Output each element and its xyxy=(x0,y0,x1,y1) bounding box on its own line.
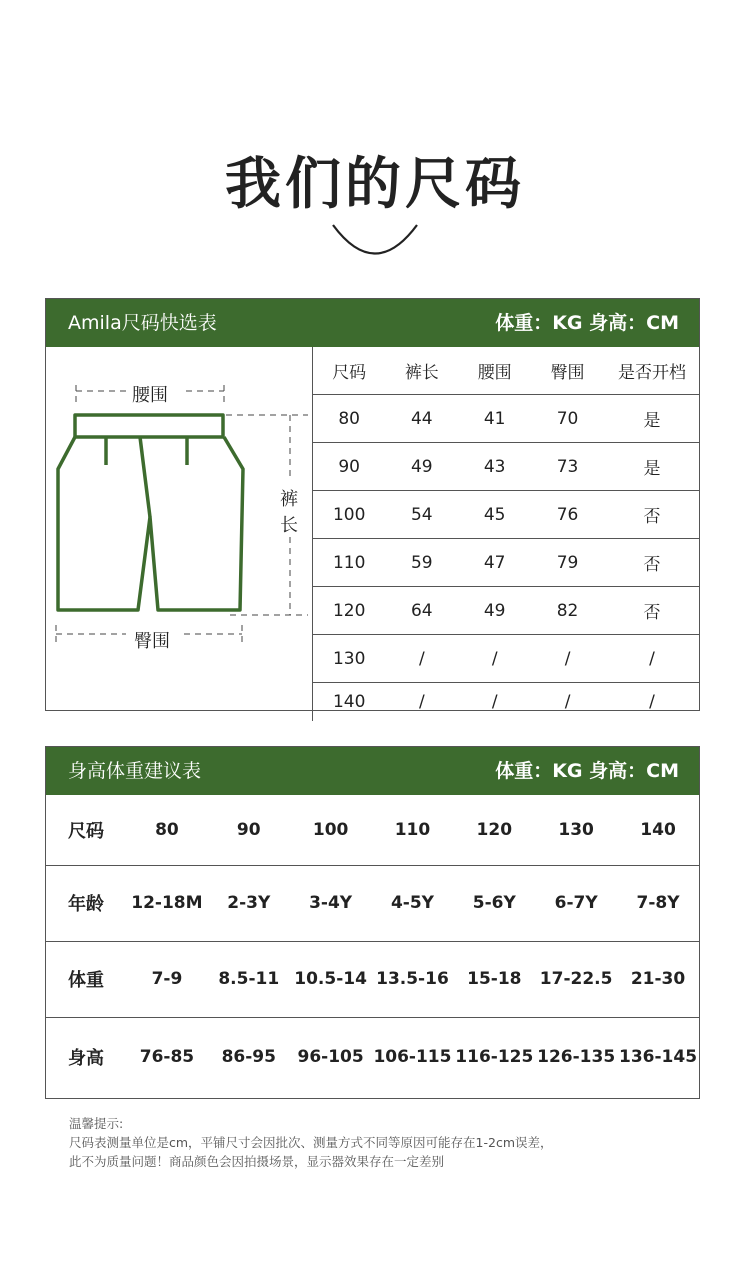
row-header: 年龄 xyxy=(46,865,126,941)
table-cell: 86-95 xyxy=(221,1047,276,1068)
table-row xyxy=(313,587,701,635)
table-row xyxy=(313,635,701,683)
table-cell: 41 xyxy=(458,395,531,443)
table-cell: 8.5-11 xyxy=(208,941,290,1017)
table-row xyxy=(46,865,699,941)
table-cell: 12-18M xyxy=(126,865,208,941)
notes xyxy=(69,1114,553,1171)
table-cell: 是 xyxy=(604,395,700,443)
suggestion-units: 体重：KG 身高：CM xyxy=(495,760,679,782)
table-cell: 否 xyxy=(604,539,700,587)
suggestion-table xyxy=(46,795,699,1097)
table-row xyxy=(313,683,701,722)
table-cell: 否 xyxy=(604,491,700,539)
table-cell: 82 xyxy=(531,587,604,635)
table-cell: 130 xyxy=(535,795,617,865)
table-cell: / xyxy=(604,635,700,683)
table-cell: 100 xyxy=(313,491,386,539)
table-cell: 73 xyxy=(531,443,604,491)
table-cell: 136-145 xyxy=(619,1047,698,1068)
column-header: 尺码 xyxy=(313,347,386,395)
table-cell: 5-6Y xyxy=(453,865,535,941)
table-cell: / xyxy=(649,692,655,712)
table-cell: 15-18 xyxy=(453,941,535,1017)
table-cell: 6-7Y xyxy=(535,865,617,941)
table-cell: 70 xyxy=(531,395,604,443)
table-cell: 126-135 xyxy=(537,1047,616,1068)
table-row xyxy=(46,795,699,865)
table-cell: 43 xyxy=(458,443,531,491)
table-cell: 100 xyxy=(290,795,372,865)
table-cell: 49 xyxy=(385,443,458,491)
table-cell: 106-115 xyxy=(373,1047,452,1068)
suggestion-header xyxy=(46,747,699,795)
row-header: 尺码 xyxy=(46,795,126,865)
quick-size-panel xyxy=(45,298,700,711)
suggestion-title: 身高体重建议表 xyxy=(68,760,202,782)
table-cell: 54 xyxy=(385,491,458,539)
table-cell: 44 xyxy=(385,395,458,443)
notes-line: 尺码表测量单位是cm，平铺尺寸会因批次、测量方式不同等原因可能存在1-2cm误差， xyxy=(69,1135,553,1150)
table-cell: / xyxy=(531,635,604,683)
column-header: 臀围 xyxy=(531,347,604,395)
row-header: 身高 xyxy=(68,1048,104,1070)
quick-size-table xyxy=(312,347,700,721)
table-cell: 80 xyxy=(313,395,386,443)
table-row xyxy=(313,491,701,539)
table-cell: 是 xyxy=(604,443,700,491)
table-cell: / xyxy=(491,692,498,712)
table-cell: 64 xyxy=(385,587,458,635)
quick-size-units: 体重：KG 身高：CM xyxy=(495,312,679,334)
length-label-1: 裤 xyxy=(280,489,298,510)
table-cell: 47 xyxy=(458,539,531,587)
table-row xyxy=(313,443,701,491)
table-cell: / xyxy=(418,692,425,712)
table-cell: 7-8Y xyxy=(617,865,699,941)
quick-size-header xyxy=(46,299,699,347)
table-cell: 49 xyxy=(458,587,531,635)
table-cell: / xyxy=(564,692,571,712)
notes-line: 此不为质量问题！商品颜色会因拍摄场景，显示器效果存在一定差别 xyxy=(69,1154,445,1169)
table-cell: 17-22.5 xyxy=(535,941,617,1017)
table-cell: 4-5Y xyxy=(372,865,454,941)
table-cell: 76 xyxy=(531,491,604,539)
table-cell: 3-4Y xyxy=(290,865,372,941)
table-row xyxy=(46,1017,699,1097)
table-cell: 10.5-14 xyxy=(290,941,372,1017)
suggestion-panel xyxy=(45,746,700,1099)
table-cell: 90 xyxy=(208,795,290,865)
column-header: 腰围 xyxy=(458,347,531,395)
table-cell: 110 xyxy=(372,795,454,865)
table-cell: 21-30 xyxy=(617,941,699,1017)
table-cell: 130 xyxy=(313,635,386,683)
table-cell: 59 xyxy=(385,539,458,587)
hip-label: 臀围 xyxy=(134,631,170,652)
table-cell: 140 xyxy=(313,683,386,722)
table-cell: 96-105 xyxy=(297,1047,364,1068)
table-cell: 45 xyxy=(458,491,531,539)
table-row xyxy=(46,941,699,1017)
table-cell: 80 xyxy=(126,795,208,865)
table-cell: / xyxy=(385,635,458,683)
table-row xyxy=(313,395,701,443)
table-cell: 否 xyxy=(604,587,700,635)
table-cell: 2-3Y xyxy=(208,865,290,941)
table-header-row xyxy=(313,347,701,395)
table-cell: 120 xyxy=(313,587,386,635)
smile-curve-icon xyxy=(330,222,420,258)
table-cell: 90 xyxy=(313,443,386,491)
shorts-diagram xyxy=(46,347,312,712)
table-row xyxy=(313,539,701,587)
waist-label: 腰围 xyxy=(132,385,168,406)
table-cell: 79 xyxy=(531,539,604,587)
quick-size-title: Amila尺码快选表 xyxy=(68,312,217,334)
column-header: 裤长 xyxy=(385,347,458,395)
table-cell: / xyxy=(458,635,531,683)
page-title: 我们的尺码 xyxy=(225,152,525,217)
table-cell: 120 xyxy=(453,795,535,865)
shorts-icon xyxy=(46,347,312,712)
length-label-2: 长 xyxy=(280,515,298,536)
table-cell: 7-9 xyxy=(126,941,208,1017)
notes-line: 温馨提示: xyxy=(69,1116,124,1131)
row-header: 体重 xyxy=(46,941,126,1017)
table-cell: 76-85 xyxy=(139,1047,195,1068)
column-header: 是否开档 xyxy=(604,347,700,395)
table-cell: 110 xyxy=(313,539,386,587)
table-cell: 140 xyxy=(617,795,699,865)
table-cell: 13.5-16 xyxy=(372,941,454,1017)
table-cell: 116-125 xyxy=(455,1047,534,1068)
